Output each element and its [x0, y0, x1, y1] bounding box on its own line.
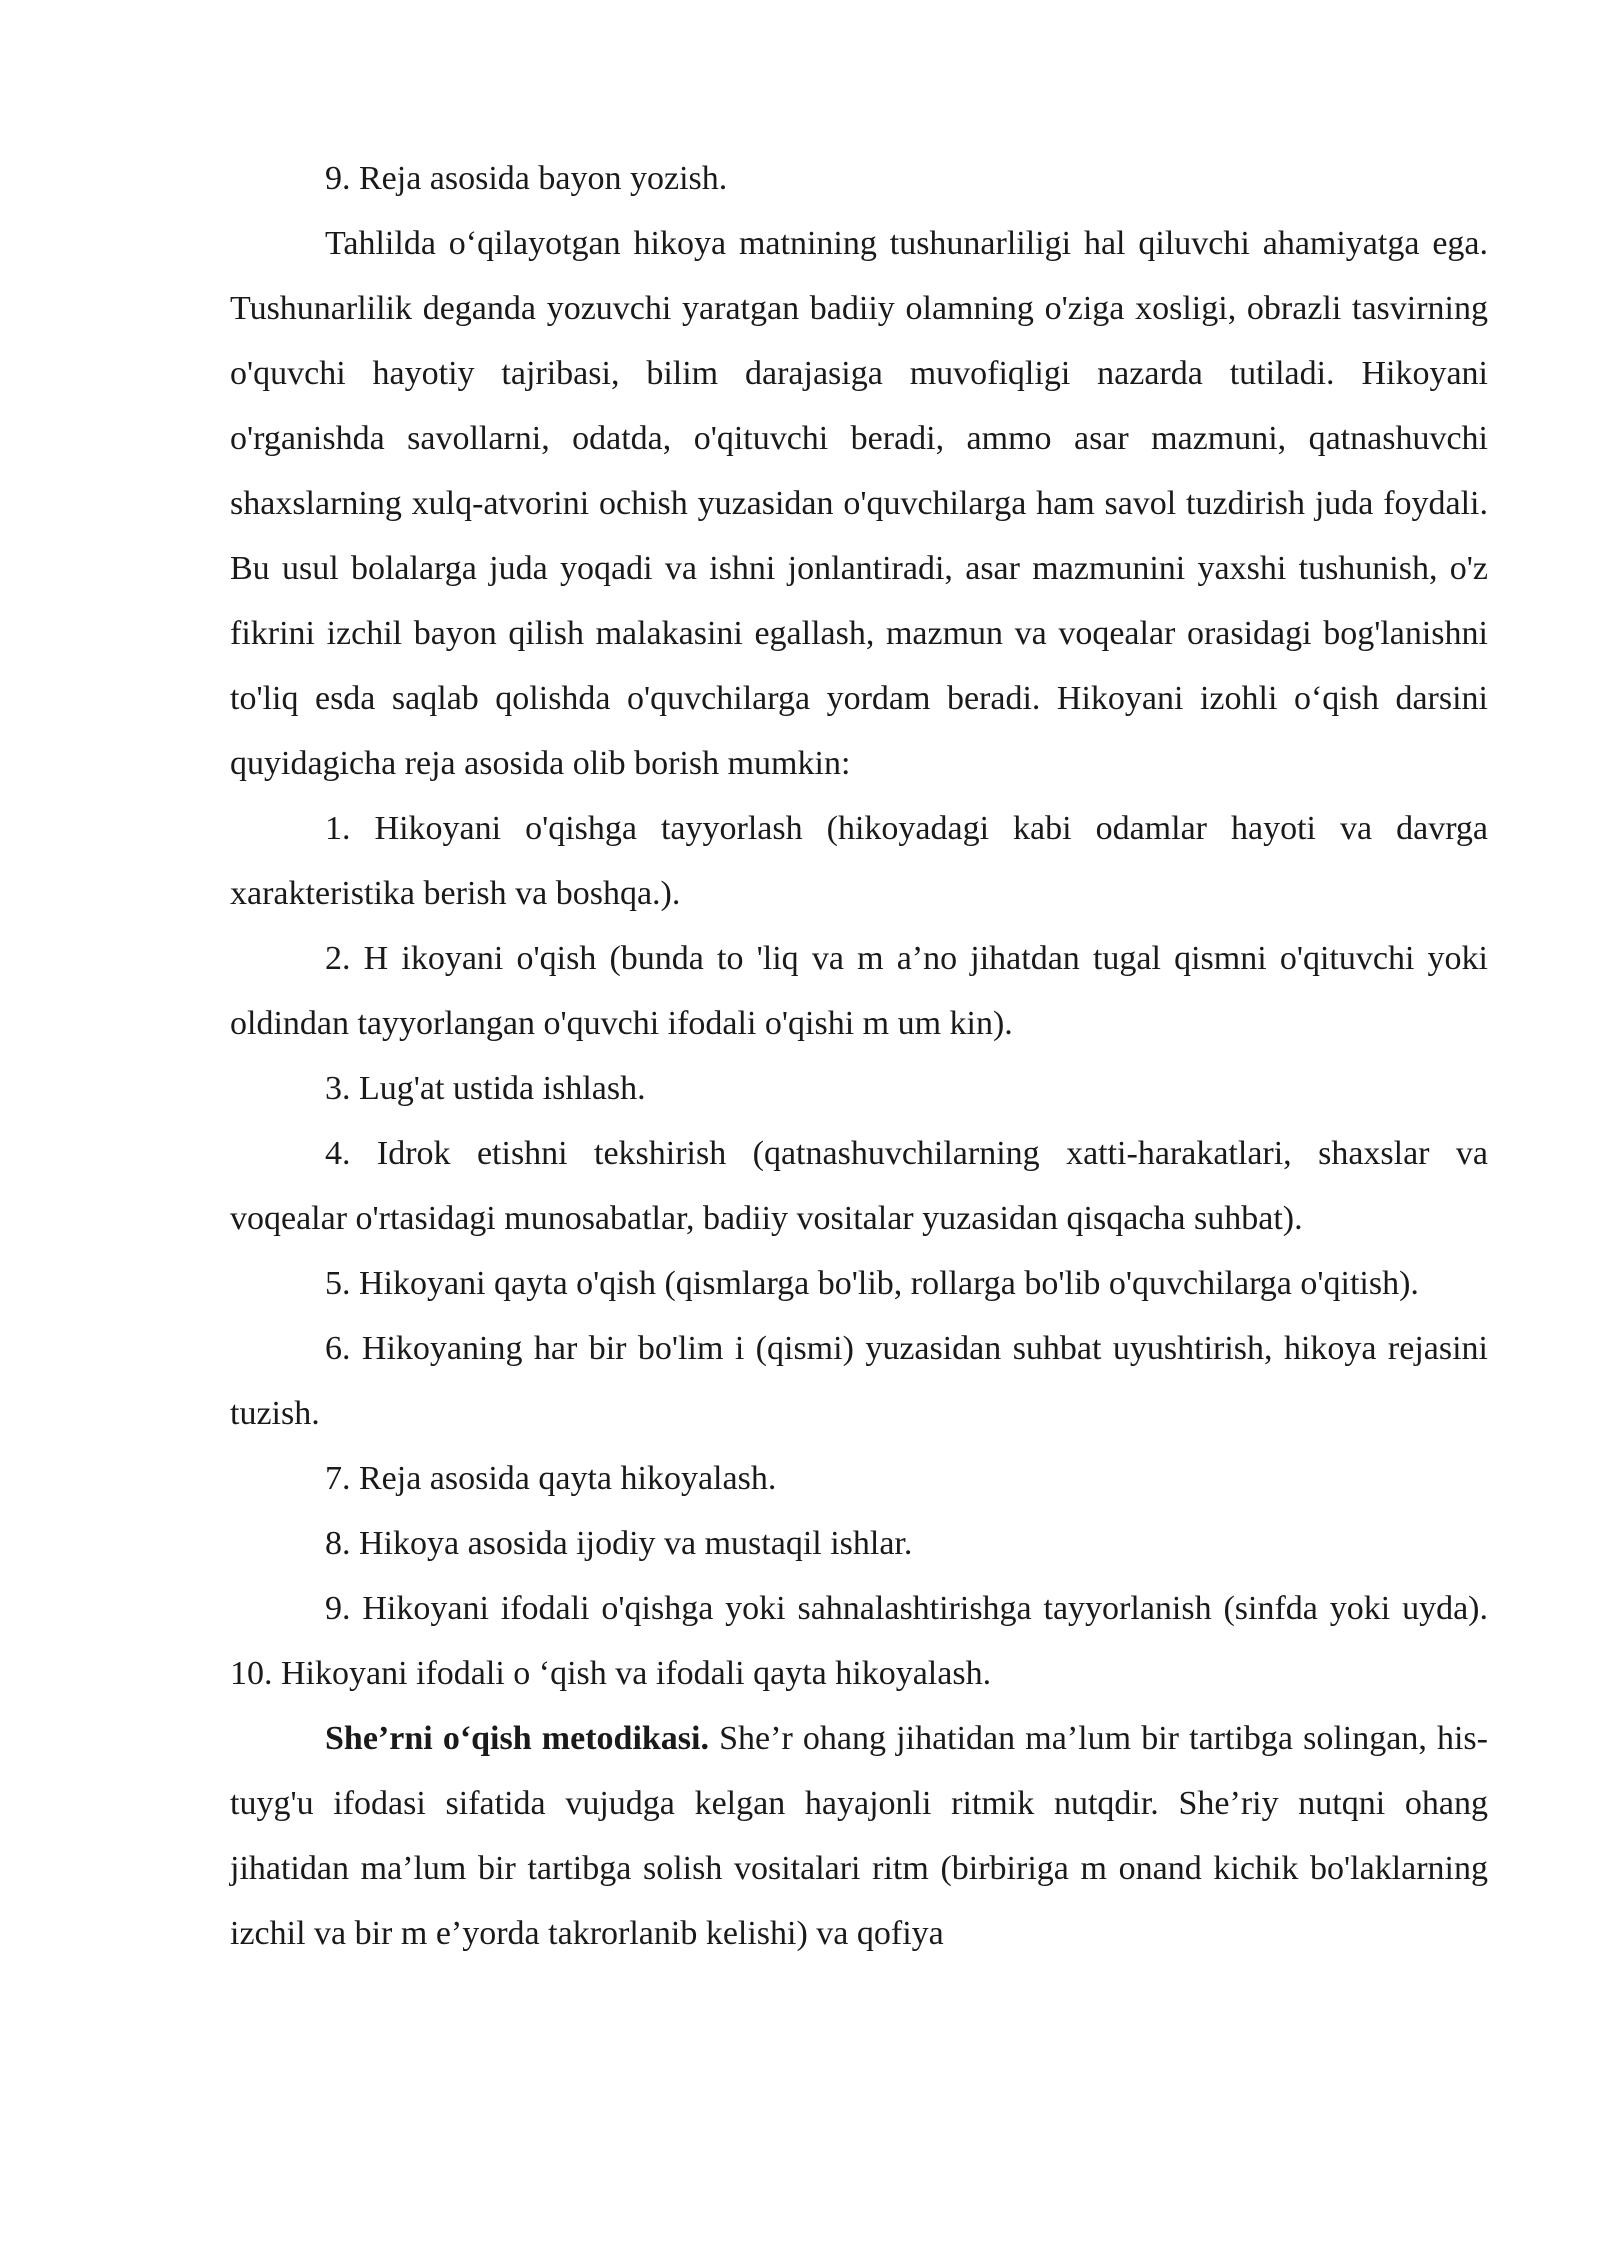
- paragraph-text: 1. Hikoyani o'qishga tayyorlash (hikoyadagi kabi odamlar hayoti va davrga xarakteristika berish va boshqa.).: [230, 810, 1488, 912]
- paragraph-text: Tahlilda o‘qilayotgan hikoya matnining tushunarliligi hal qiluvchi ahamiyatga ega. Tushunarlilik deganda yozuvchi yaratgan badiiy olamning o'ziga xosligi, obrazli tasvirning o'quvchi hayotiy tajribasi, bilim darajasiga muvofiqligi nazarda tutiladi. Hikoyani o'rganishda savollarni, odatda, o'qituvchi beradi, ammo asar mazmuni, qatnashuvchi shaxslarning xulq-atvorini ochish yuzasidan o'quvchilarga ham savol tuzdirish juda foydali. Bu usul bolalarga juda yoqadi va ishni jonlantiradi, asar mazmunini yaxshi tushunish, o'z fikrini izchil bayon qilish malakasini egallash, mazmun va voqealar orasidagi bog'lanishni to'liq esda saqlab qolishda o'quvchilarga yordam beradi. Hikoyani izohli o‘qish darsini quyidagicha reja asosida olib borish mumkin:: [230, 225, 1488, 782]
- paragraph-3: [230, 796, 1488, 926]
- paragraph-text: 7. Reja asosida qayta hikoyalash.: [325, 1460, 777, 1497]
- paragraph-text: She’r ohang jihatidan ma’lum bir tartibga solingan, his-tuyg'u ifodasi sifatida vujudga kelgan hayajonli ritmik nutqdir. She’riy nutqni ohang jihatidan ma’lum bir tartibga solish vositalari ritm (birbiriga m onand kichik bo'laklarning izchil va bir m e’yorda takrorlanib kelishi) va qofiya: [230, 1720, 1488, 1952]
- paragraph-text: 4. Idrok etishni tekshirish (qatnashuvchilarning xatti-harakatlari, shaxslar va voqealar o'rtasidagi munosabatlar, badiiy vositalar yuzasidan qisqacha suhbat).: [230, 1135, 1488, 1237]
- paragraph-4: [230, 926, 1488, 1056]
- document-body: [230, 146, 1488, 1966]
- paragraph-11: [230, 1576, 1488, 1706]
- paragraph-9: [230, 1446, 1488, 1511]
- section-heading: She’rni o‘qish metodikasi.: [325, 1720, 709, 1757]
- paragraph-text: 6. Hikoyaning har bir bo'lim i (qismi) yuzasidan suhbat uyushtirish, hikoya rejasini tuzish.: [230, 1330, 1488, 1432]
- paragraph-5: [230, 1056, 1488, 1121]
- paragraph-1: [230, 146, 1488, 211]
- paragraph-text: 5. Hikoyani qayta o'qish (qismlarga bo'lib, rollarga bo'lib o'quvchilarga o'qitish).: [325, 1265, 1419, 1302]
- paragraph-text: 8. Hikoya asosida ijodiy va mustaqil ishlar.: [325, 1525, 913, 1562]
- paragraph-text: 2. H ikoyani o'qish (bunda to 'liq va m a’no jihatdan tugal qismni o'qituvchi yoki oldindan tayyorlangan o'quvchi ifodali o'qishi m um kin).: [230, 940, 1488, 1042]
- paragraph-7: [230, 1251, 1488, 1316]
- paragraph-6: [230, 1121, 1488, 1251]
- paragraph-2: [230, 211, 1488, 796]
- paragraph-text: 9. Reja asosida bayon yozish.: [325, 160, 728, 197]
- paragraph-12: [230, 1706, 1488, 1966]
- paragraph-text: 3. Lug'at ustida ishlash.: [325, 1070, 646, 1107]
- paragraph-10: [230, 1511, 1488, 1576]
- paragraph-8: [230, 1316, 1488, 1446]
- paragraph-text: 9. Hikoyani ifodali o'qishga yoki sahnalashtirishga tayyorlanish (sinfda yoki uyda). 10. Hikoyani ifodali o ‘qish va ifodali qayta hikoyalash.: [230, 1590, 1488, 1692]
